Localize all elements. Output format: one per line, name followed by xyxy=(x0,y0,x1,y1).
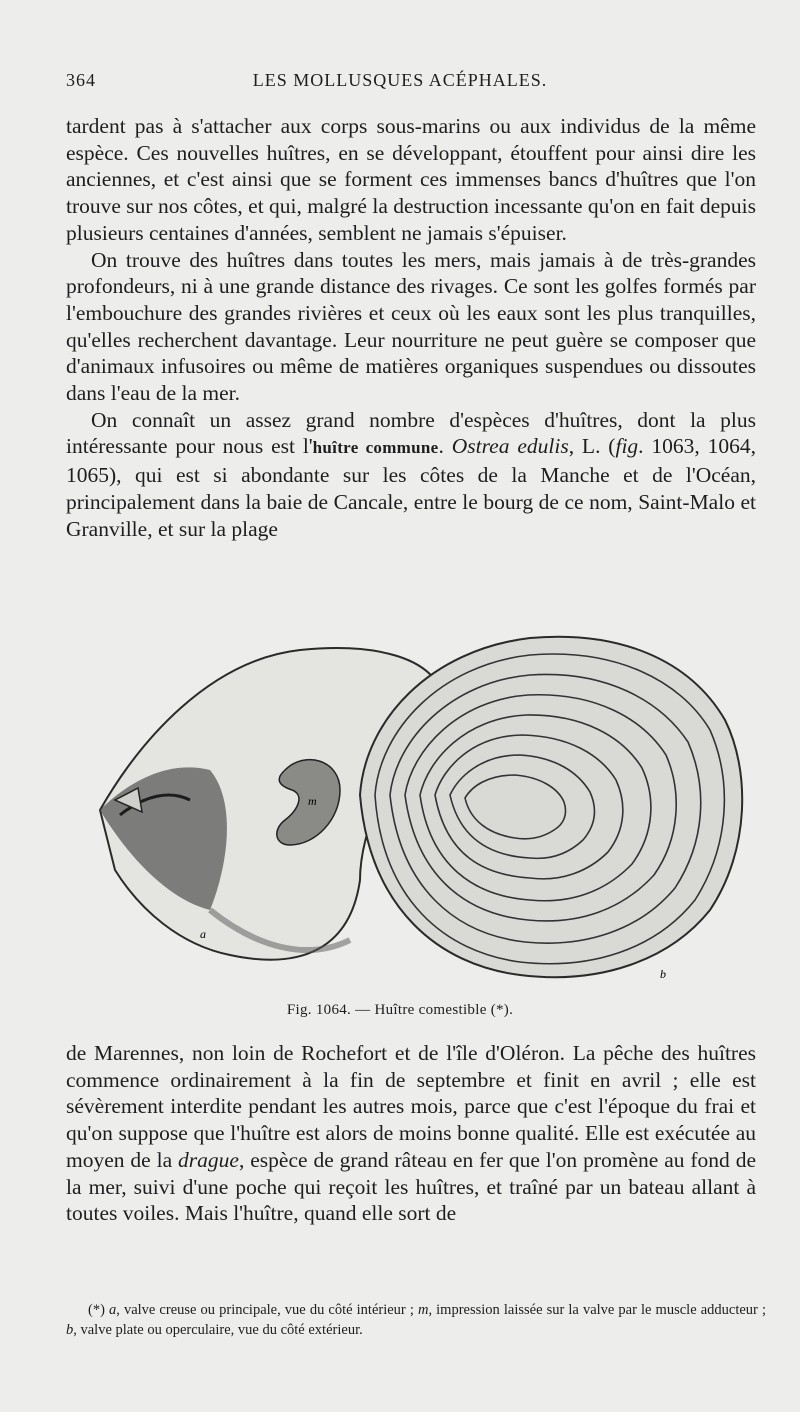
species-name: Ostrea edulis xyxy=(451,434,569,459)
term-huitre-commune: huître commune xyxy=(312,438,439,458)
page-header xyxy=(66,70,734,100)
paragraph-2: On trouve des huîtres dans toutes les mers, mais jamais à de très-grandes profondeurs, ni à une grande distance des rivages. Ce sont les golfes formés par l'embouchure des grandes rivières et ceux où les eaux sont les plus tranquilles, qu'elles recherchent davantage. Leur nourriture ne peut guère se composer que d'animaux infusoires ou même de matières organiques suspendues ou dissoutes dans l'eau de la mer. xyxy=(66,247,756,406)
footnote-text-2: , impression laissée sur la valve par le muscle adducteur ; xyxy=(428,1302,766,1318)
p3-text-c: . 1063, 1064, 1065), qui est si abondante sur les côtes de la Manche et de l'Océan, principalement dans la baie de Cancale, entre le bourg de ce nom, Saint-Malo et Granville, et sur la plage xyxy=(66,434,757,541)
footnote-m: m xyxy=(417,1302,429,1318)
footnote xyxy=(66,1300,766,1340)
text-block-top xyxy=(66,113,756,542)
footnote-b: b xyxy=(66,1322,74,1338)
paragraph-4 xyxy=(66,1040,756,1227)
paragraph-1: tardent pas à s'attacher aux corps sous-marins ou aux individus de la même espèce. Ces nouvelles huîtres, en se développant, étouffent pour ainsi dire les anciennes, et c'est ainsi que se forment ces immenses bancs d'huîtres que l'on trouve sur nos côtes, et qui, malgré la destruction incessante qu'on en fait depuis plusieurs centaines d'années, semblent ne jamais s'épuiser. xyxy=(66,114,756,245)
fig-abbreviation: fig xyxy=(615,434,639,459)
oyster-illustration xyxy=(60,620,770,1000)
footnote-a: a xyxy=(109,1302,117,1318)
label-m: m xyxy=(308,794,317,808)
paragraph-3 xyxy=(66,407,756,543)
p3-text-a: On connaît un assez grand nombre d'espèces d'huîtres, dont la plus intéressante pour nous est l' xyxy=(66,407,756,459)
running-title: LES MOLLUSQUES ACÉPHALES. xyxy=(252,70,548,90)
label-b: b xyxy=(660,967,666,981)
footnote-text-3: , valve plate ou operculaire, vue du côté extérieur. xyxy=(73,1322,363,1338)
text-block-bottom xyxy=(66,1040,756,1227)
oyster-figure xyxy=(60,620,770,1000)
p3-author: , L. ( xyxy=(568,434,616,459)
page-number: 364 xyxy=(66,70,96,90)
footnote-mark: (*) xyxy=(88,1302,109,1318)
footnote-text-1: , valve creuse ou principale, vue du côté intérieur ; xyxy=(116,1302,418,1318)
p3-text-b: . xyxy=(438,434,452,459)
p4-text-a: de Marennes, non loin de Rochefort et de l'île d'Oléron. La pêche des huîtres commence ordinairement à la fin de septembre et finit en avril ; elle est sévèrement interdite pendant les autres mois, parce que c'est l'époque du frai et qu'on suppose que l'huître est alors de moins bonne qualité. Elle est exécutée au moyen de la xyxy=(66,1041,756,1172)
term-drague: drague xyxy=(178,1147,239,1172)
label-a: a xyxy=(200,927,206,941)
footnote-text xyxy=(66,1300,766,1340)
figure-caption: Fig. 1064. — Huître comestible (*). xyxy=(286,1002,514,1018)
p4-text-b: , espèce de grand râteau en fer que l'on promène au fond de la mer, suivi d'une poche qui reçoit les huîtres, et traîné par un bateau allant à toutes voiles. Mais l'huître, quand elle sort de xyxy=(66,1147,756,1226)
